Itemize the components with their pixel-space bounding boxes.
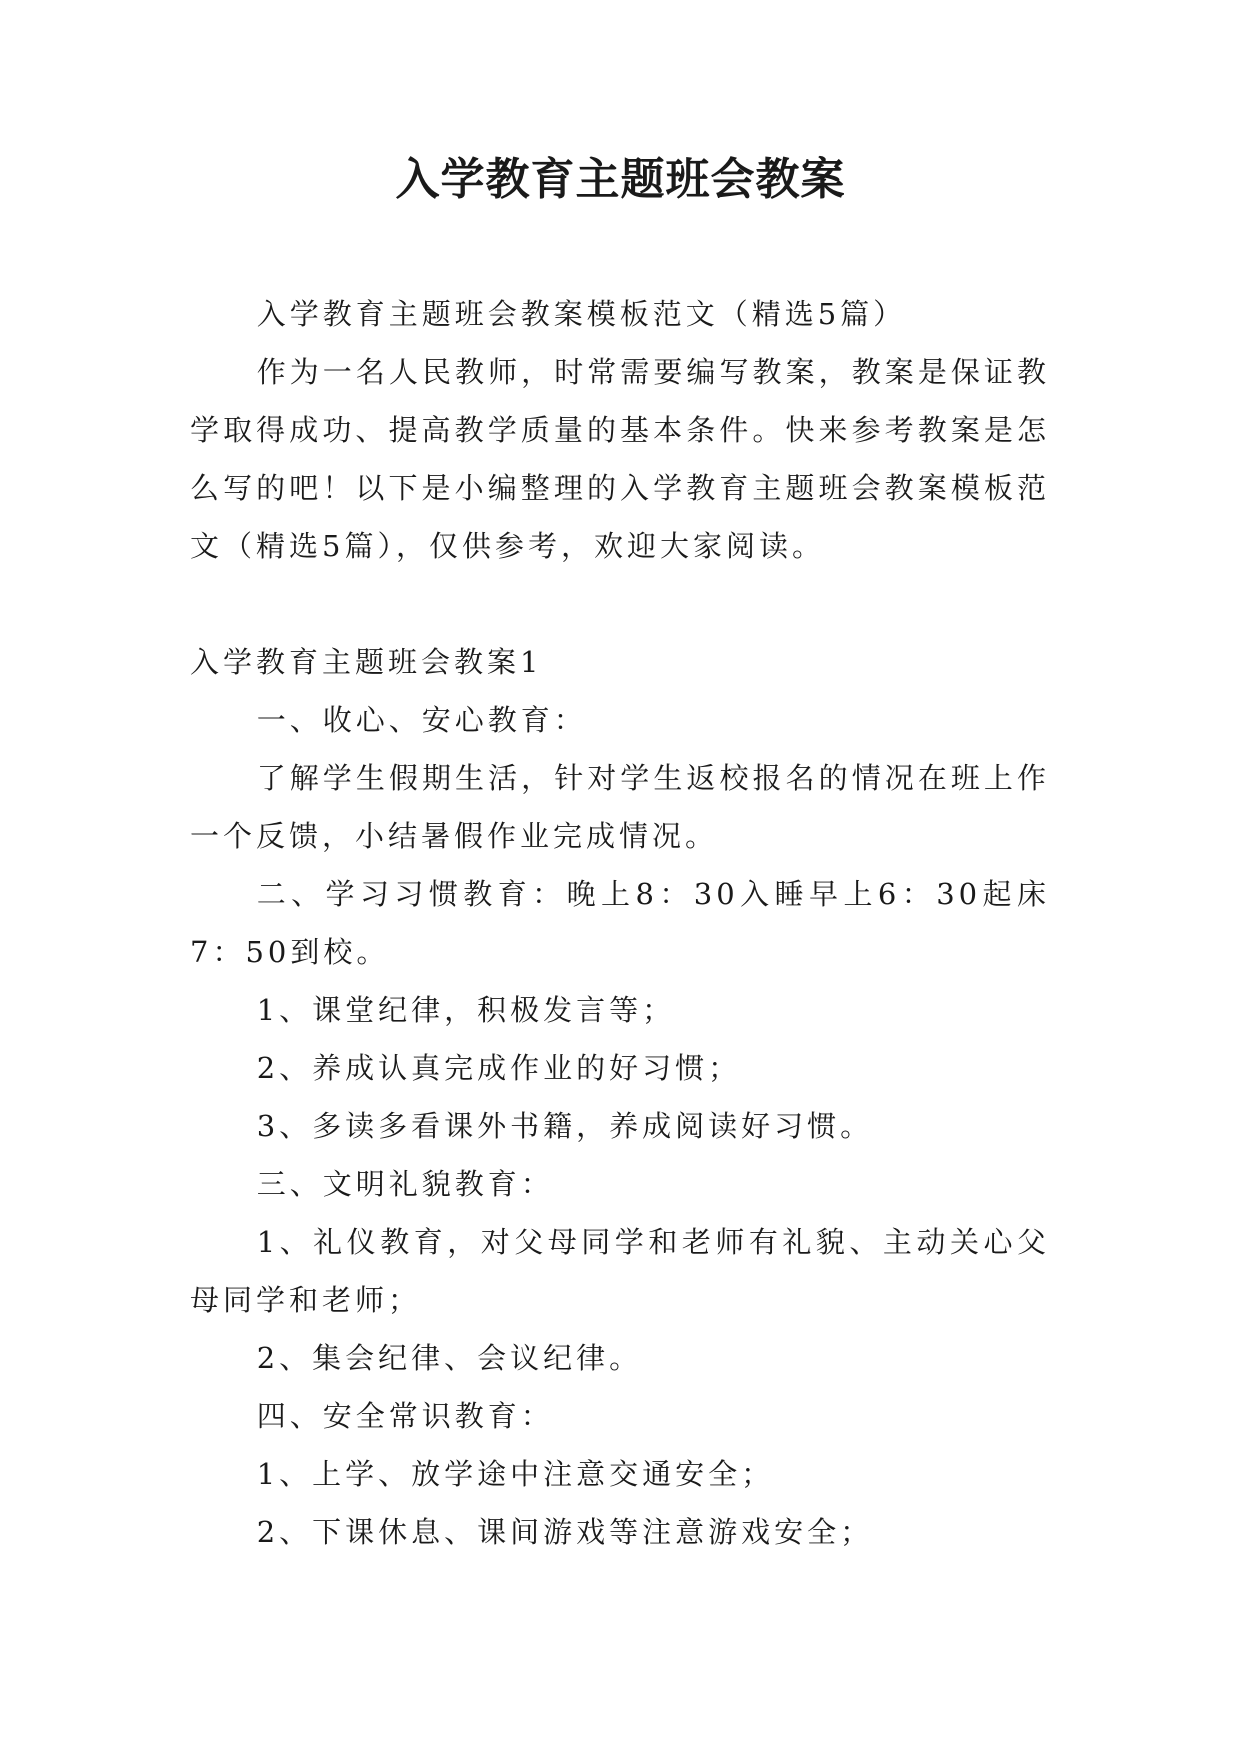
document-body [190,285,1050,1561]
section-paragraph-12: 2、下课休息、课间游戏等注意游戏安全； [256,1515,874,1549]
section-spacer [190,575,1050,633]
section-paragraph-2: 了解学生假期生活，针对学生返校报名的情况在班上作一个反馈，小结暑假作业完成情况。 [190,761,1050,853]
section-paragraph-9: 2、集会纪律、会议纪律。 [256,1341,643,1375]
intro-paragraph: 作为一名人民教师，时常需要编写教案，教案是保证教学取得成功、提高教学质量的基本条件。快来参考教案是怎么写的吧！以下是小编整理的入学教育主题班会教案模板范文（精选5篇），仅供参考，欢迎大家阅读。 [190,355,1050,563]
section-paragraph-3: 二、学习习惯教育：晚上8：30入睡早上6：30起床7：50到校。 [190,877,1050,969]
section-paragraph-11: 1、上学、放学途中注意交通安全； [256,1457,775,1491]
section-heading: 入学教育主题班会教案1 [190,645,543,679]
section-paragraph-5: 2、养成认真完成作业的好习惯； [256,1051,742,1085]
section-paragraph-6: 3、多读多看课外书籍，养成阅读好习惯。 [256,1109,874,1143]
section-paragraph-10: 四、安全常识教育： [256,1399,554,1433]
page-title: 入学教育主题班会教案 [395,154,846,205]
section-paragraph-8: 1、礼仪教育，对父母同学和老师有礼貌、主动关心父母同学和老师； [190,1225,1050,1317]
section-paragraph-4: 1、课堂纪律，积极发言等； [256,993,676,1027]
intro-subtitle: 入学教育主题班会教案模板范文（精选5篇） [256,297,907,331]
section-paragraph-7: 三、文明礼貌教育： [256,1167,554,1201]
section-paragraph-1: 一、收心、安心教育： [256,703,587,737]
